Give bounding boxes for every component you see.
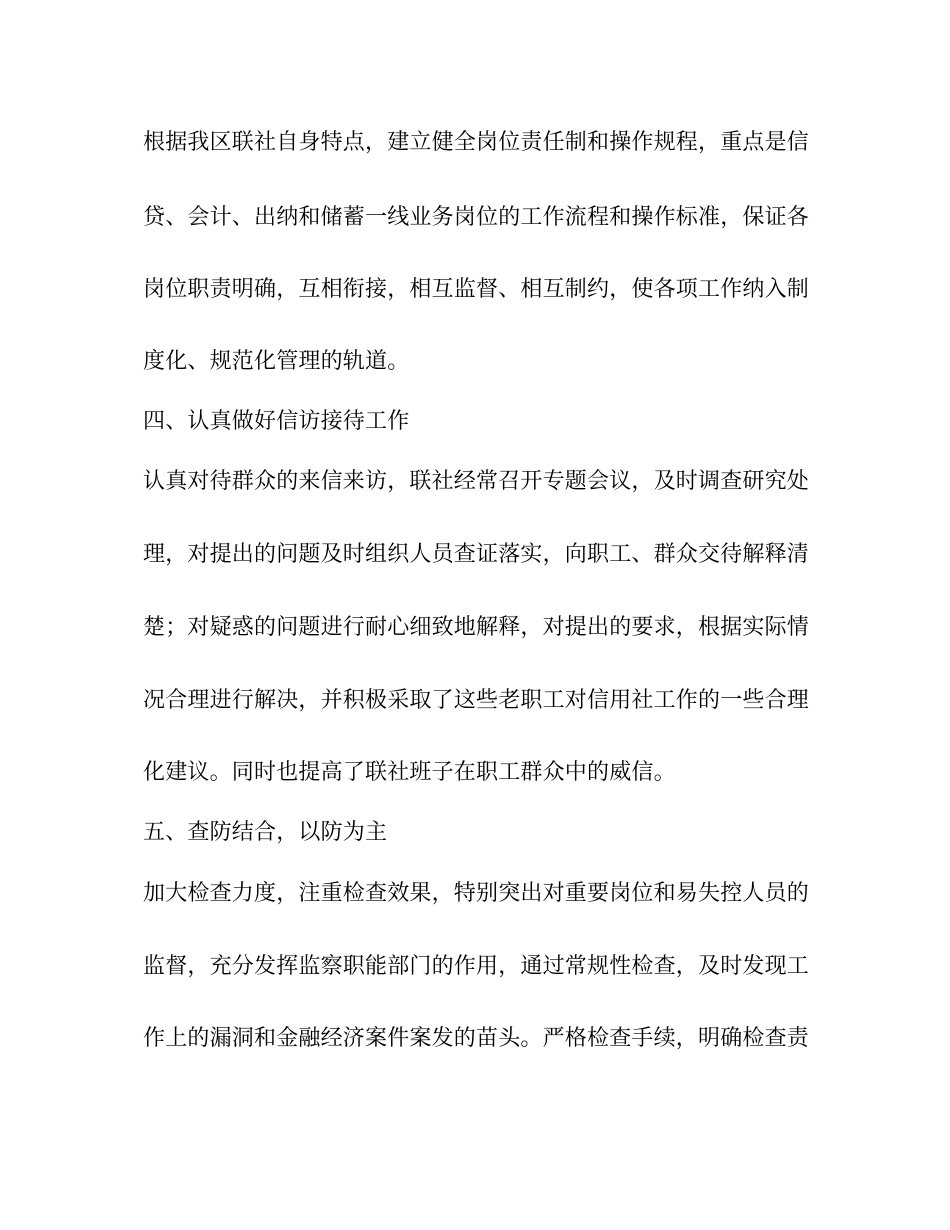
section-heading: 四、认真做好信访接待工作	[143, 409, 410, 434]
paragraph-line: 根据我区联社自身特点，建立健全岗位责任制和操作规程，重点是信	[143, 130, 810, 155]
paragraph-line: 理，对提出的问题及时组织人员查证落实，向职工、群众交待解释清	[143, 542, 810, 567]
paragraph-line: 加大检查力度，注重检查效果，特别突出对重要岗位和易失控人员的	[143, 881, 810, 906]
section-heading: 五、查防结合，以防为主	[143, 820, 388, 845]
paragraph-line: 认真对待群众的来信来访，联社经常召开专题会议，及时调查研究处	[143, 469, 810, 494]
paragraph-line: 化建议。同时也提高了联社班子在职工群众中的威信。	[143, 760, 676, 785]
paragraph-line: 况合理进行解决，并积极采取了这些老职工对信用社工作的一些合理	[143, 688, 810, 713]
paragraph-line: 楚；对疑惑的问题进行耐心细致地解释，对提出的要求，根据实际情	[143, 615, 810, 640]
paragraph-line: 度化、规范化管理的轨道。	[143, 349, 410, 374]
paragraph-line: 监督，充分发挥监察职能部门的作用，通过常规性检查，及时发现工	[143, 954, 810, 979]
paragraph-line: 贷、会计、出纳和储蓄一线业务岗位的工作流程和操作标准，保证各	[143, 205, 810, 230]
paragraph-line: 作上的漏洞和金融经济案件案发的苗头。严格检查手续，明确检查责	[143, 1026, 810, 1051]
paragraph-line: 岗位职责明确，互相衔接，相互监督、相互制约，使各项工作纳入制	[143, 277, 810, 302]
